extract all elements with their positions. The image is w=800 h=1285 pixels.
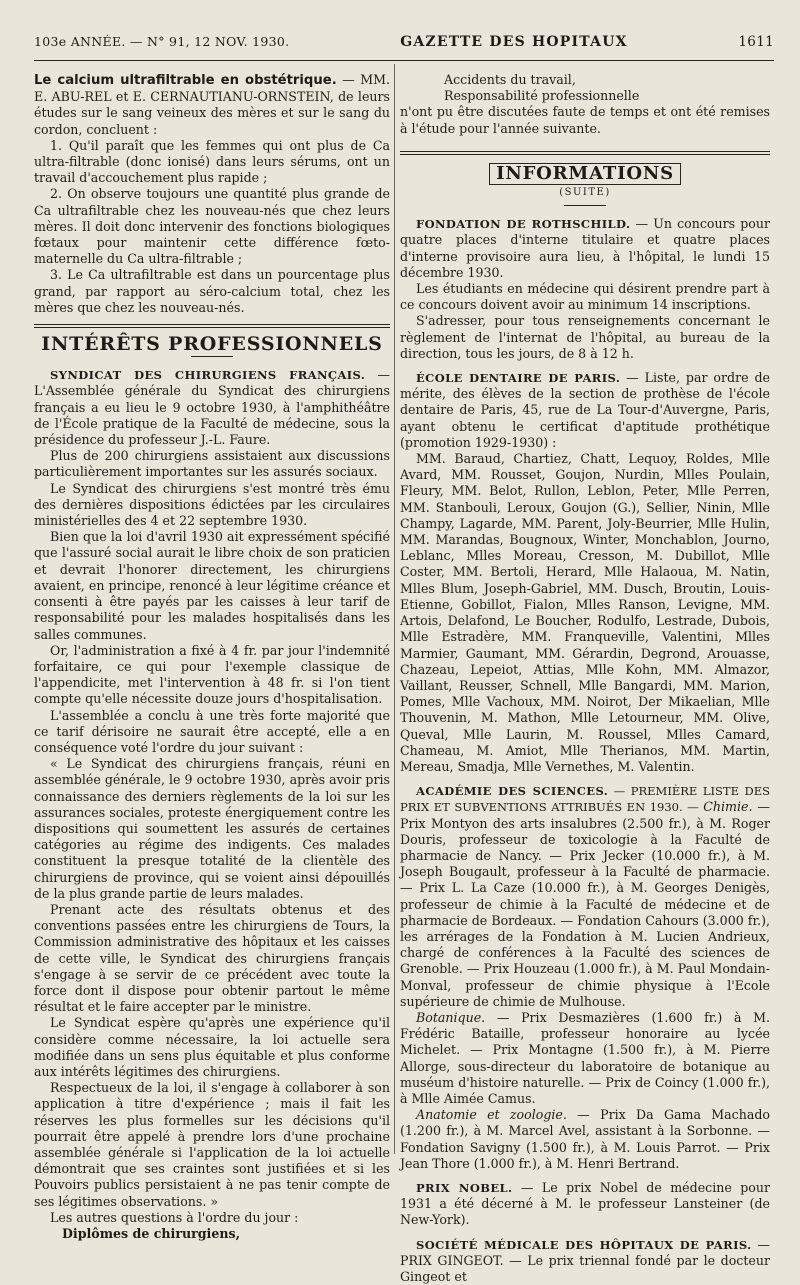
agenda-item: Accidents du travail, — [444, 72, 576, 87]
resolution-paragraph: Prenant acte des résultats obtenus et des conventions passées entre les chirurgiens de Tours, la Commission administrative des hôpitaux et les caisses de cette ville, le Syndicat des chirurgiens français s'engage à se servir de ce précédent avec toute la force dont il dispose pour obtenir partout le même résultat et le faire accepter par le ministre. — [34, 901, 390, 1015]
title-underline — [564, 205, 606, 206]
resolution-paragraph: « Le Syndicat des chirurgiens français, réuni en assemblée générale, le 9 octobre 1930, après avoir pris connaissance des derniers règlements de la loi sur les assurances sociales, proteste énergiquement contre les dispositions qui soumettent les assurés de certaines catégories au régime des indigents. Ces malades constituent la presque totalité de la clientèle des chirurgiens de province, qui se voient ainsi dépouillés de la plus grande partie de leurs malades. — [34, 756, 390, 901]
societe-text: — PRIX GINGEOT. — Le prix triennal fondé par le docteur Gingeot et — [400, 1236, 770, 1285]
calcium-point-1: 1. Qu'il paraît que les femmes qui ont plus de Ca ultra-filtrable (donc ionisé) dans leurs sérums, ont un travail d'accouchement plus rapide ; — [34, 137, 390, 186]
informations-title: INFORMATIONS — [489, 163, 681, 185]
accidents-text: n'ont pu être discutées faute de temps et ont été remises à l'étude pour l'année suivante. — [400, 104, 770, 136]
syndicat-intro: — L'Assemblée générale du Syndicat des chirurgiens français a eu lieu le 9 octobre 1930, à l'amphithéâtre de l'École pratique de la Faculté de médecine, sous la présidence du professeur J.-L. Faure. — [34, 367, 390, 448]
resolution-paragraph: Respectueux de la loi, il s'engage à collaborer à son application à titre d'expérience ; mais il fait les réserves les plus formelles sur les décisions qu'il pourrait être appelé à prendre lors d'une prochaine assemblée générale si l'application de la loi actuelle démontrait que ses craintes sont justifiées et si les Pouvoirs publics persistaient à ne pas tenir compte de ses légitimes observations. » — [34, 1080, 390, 1209]
interets-title: INTÉRÊTS PROFESSIONNELS — [41, 333, 383, 356]
informations-heading — [400, 163, 770, 185]
suite-label: (SUITE) — [559, 187, 611, 199]
botanique-text: — Prix Desmazières (1.600 fr.) à M. Frédéric Bataille, professeur honoraire au lycée Michelet. — Prix Montagne (1.500 fr.), à M. Pierre Allorge, sous-directeur du laboratoire de botanique au muséum d'histoire naturelle. — Prix de Coincy (1.000 fr.), à Mlle Aimée Camus. — [400, 1009, 770, 1106]
academie-paragraph — [400, 783, 770, 1010]
nobel-paragraph — [400, 1180, 770, 1229]
paragraph: Plus de 200 chirurgiens assistaient aux discussions particulièrement importantes sur les assurés sociaux. — [34, 448, 390, 480]
anatomie-label: Anatomie et zoologie. — [416, 1107, 567, 1123]
paragraph: Bien que la loi d'avril 1930 ait expressément spécifié que l'assuré social aurait le libre choix de son praticien et devrait l'honorer directement, les chirurgiens avaient, en principe, renoncé à leur légitime créance et consenti à être payés par les caisses à leur tarif de responsabilité pour les malades hospitalisés dans les salles communes. — [34, 529, 390, 642]
journal-title: GAZETTE DES HOPITAUX — [400, 34, 628, 50]
page-number: 1611 — [738, 34, 774, 50]
agenda-item: Responsabilité professionnelle — [444, 88, 640, 104]
syndicat-intro-paragraph — [34, 367, 390, 448]
rothschild-head: FONDATION DE ROTHSCHILD. — [416, 217, 631, 232]
right-column — [400, 72, 770, 1285]
rothschild-text: — Un concours pour quatre places d'interne titulaire et quatre places d'interne provisoire aura lieu, à l'hôpital, le lundi 15 décembre 1930. — [400, 216, 770, 280]
anatomie-paragraph — [400, 1107, 770, 1172]
syndicat-head: SYNDICAT DES CHIRURGIENS FRANÇAIS. — [50, 368, 366, 383]
column-divider — [394, 64, 395, 1154]
paragraph: Les étudiants en médecine qui désirent prendre part à ce concours doivent avoir au minimum 14 inscriptions. — [400, 281, 770, 313]
botanique-paragraph — [400, 1010, 770, 1107]
dentaire-list: MM. Baraud, Chartiez, Chatt, Lequoy, Roldes, Mlle Avard, MM. Rousset, Goujon, Nurdin, Mlles Poulain, Fleury, MM. Belot, Rullon, Leblon, Peter, Mlle Perren, MM. Stanbouli, Leroux, Goujon (G.), Sellier, Ninin, Mlle Champy, Lagarde, MM. Parent, Joly-Beurrier, Mlle Hulin, MM. Marandas, Bougnoux, Winter, Monchablon, Journo, Leblanc, Mlles Moreau, Cresson, M. Dubillot, Mlle Coster, MM. Bertoli, Herard, Mlle Halaoua, M. Natin, Mlles Blum, Joseph-Gabriel, MM. Dusch, Broutin, Louis-Etienne, Gobillot, Fialon, Mlles Ranson, Levigne, MM. Artois, Delafond, Le Boucher, Rodulfo, Lestrade, Dubois, Mlle Estradère, MM. Franqueville, Valentini, Mlles Marmier, Gaumant, MM. Gérardin, Degrond, Arouasse, Chazeau, Lepeiot, Attias, Mlle Kohn, MM. Almazor, Vaillant, Reusser, Schnell, Mlle Bangardi, MM. Marion, Pomes, Mlle Vachoux, MM. Noirot, Der Mikaelian, Mlle Thouvenin, M. Mathon, Mlle Letourneur, MM. Olive, Queval, Mlle Laurin, M. Roussel, Mlles Camard, Chameau, M. Amiot, Mlle Therianos, MM. Martin, Mereau, Smadja, Mlle Vernethes, M. Valentin. — [400, 451, 770, 774]
agenda-item: Diplômes de chirurgiens, — [62, 1226, 240, 1242]
calcium-title: Le calcium ultrafiltrable en obstétrique. — [34, 73, 337, 88]
chimie-label: Chimie. — [703, 799, 753, 815]
calcium-point-3: 3. Le Ca ultrafiltrable est dans un pourcentage plus grand, par rapport au séro-calcium total, chez les mères que chez les nouveau-nés. — [34, 267, 390, 315]
nobel-head: PRIX NOBEL. — [416, 1181, 513, 1195]
issue-info: 103e ANNÉE. — N° 91, 12 NOV. 1930. — [34, 34, 290, 49]
botanique-label: Botanique. — [416, 1009, 486, 1025]
nobel-text: — Le prix Nobel de médecine pour 1931 a été décerné à M. le professeur Lansteiner (de New-York). — [400, 1180, 770, 1228]
dentaire-text: — Liste, par ordre de mérite, des élèves de la section de prothèse de l'école dentaire de Paris, 45, rue de La Tour-d'Auvergne, Paris, ayant obtenu le certificat d'aptitude prothétique (promotion 1929-1930) : — [400, 370, 770, 450]
dentaire-head: ÉCOLE DENTAIRE DE PARIS. — [416, 371, 621, 386]
calcium-article — [34, 72, 390, 138]
rothschild-paragraph — [400, 216, 770, 281]
calcium-point-2: 2. On observe toujours une quantité plus grande de Ca ultrafiltrable chez les nouveau-nés que chez leurs mères. Il doit donc intervenir des fonctions biologiques fœtaux pour maintenir cette différence fœto-maternelle du Ca ultra-filtrable ; — [34, 186, 390, 267]
paragraph: Les autres questions à l'ordre du jour : — [50, 1209, 299, 1225]
section-rule — [34, 324, 390, 328]
section-rule — [400, 151, 770, 155]
header-rule — [34, 60, 774, 61]
spacer — [400, 362, 770, 370]
chimie-text: — Prix Montyon des arts insalubres (2.500 fr.), à M. Roger Douris, professeur de toxicologie à la Faculté de pharmacie de Nancy. — Prix Jecker (10.000 fr.), à M. Joseph Bougault, professeur à la Faculté de pharmacie. — Prix L. La Caze (10.000 fr.), à M. Georges Denigès, professeur de chimie à la Faculté de médecine et de pharmacie de Bordeaux. — Fondation Cahours (3.000 fr.), les arrérages de la Fondation à M. Lucien Andrieux, chargé de conférences à la Faculté des sciences de Grenoble. — Prix Houzeau (1.000 fr.), à M. Paul Mondain-Monval, professeur de chimie physique à l'Ecole supérieure de chimie de Mulhouse. — [400, 799, 770, 1009]
paragraph: Le Syndicat des chirurgiens s'est montré très ému des dernières dispositions édictées par les circulaires ministérielles des 4 et 22 septembre 1930. — [34, 480, 390, 529]
dentaire-paragraph — [400, 370, 770, 451]
spacer — [400, 775, 770, 783]
anatomie-text: — Prix Da Gama Machado (1.200 fr.), à M. Marcel Avel, assistant à la Sorbonne. — Fondation Savigny (1.500 fr.), à M. Louis Parrot. — Prix Jean Thore (1.000 fr.), à M. Henri Bertrand. — [400, 1107, 770, 1171]
paragraph: Or, l'administration a fixé à 4 fr. par jour l'indemnité forfaitaire, ce qui pour l'exemple classique de l'appendicite, met l'intervention à 48 fr. si l'on tient compte qu'elle nécessite douze jours d'hospitalisation. — [34, 642, 390, 707]
spacer — [400, 1229, 770, 1237]
paragraph: S'adresser, pour tous renseignements concernant le règlement de l'internat de l'hôpital, au bureau de la direction, tous les jours, de 8 à 12 h. — [400, 313, 770, 361]
paragraph: L'assemblée a conclu à une très forte majorité que ce tarif dérisoire ne saurait être accepté, elle a en conséquence voté l'ordre du jour suivant : — [34, 707, 390, 755]
calcium-intro: — MM. E. ABU-REL et E. CERNAUTIANU-ORNSTEIN, de leurs études sur le sang veineux des mères et sur le sang du cordon, concluent : — [34, 72, 390, 137]
societe-paragraph — [400, 1237, 770, 1285]
resolution-paragraph: Le Syndicat espère qu'après une expérience qu'il considère comme nécessaire, la loi actuelle sera modifiée dans un sens plus équitable et plus conforme aux intérêts légitimes des chirurgiens. — [34, 1015, 390, 1079]
academie-head: ACADÉMIE DES SCIENCES. — [416, 784, 609, 799]
societe-head: SOCIÉTÉ MÉDICALE DES HÔPITAUX DE PARIS. — [416, 1237, 752, 1252]
academie-sub: — PREMIÈRE LISTE DES PRIX ET SUBVENTIONS ATTRIBUÉS EN 1930. — — [400, 784, 770, 815]
running-head — [34, 34, 774, 56]
spacer — [400, 1172, 770, 1180]
title-underline — [191, 356, 233, 357]
left-column — [34, 72, 390, 1242]
